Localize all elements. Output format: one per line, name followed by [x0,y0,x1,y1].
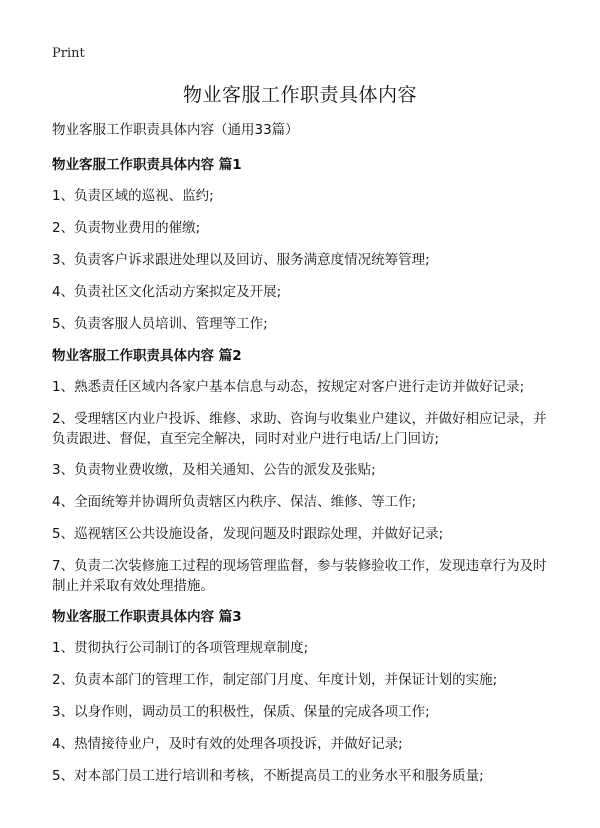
list-item: 5、负责客服人员培训、管理等工作; [52,316,268,332]
list-item: 2、负责物业费用的催缴; [52,220,201,236]
list-item: 5、对本部门员工进行培训和考核，不断提高员工的业务水平和服务质量; [52,768,484,784]
list-item: 4、热情接待业户，及时有效的处理各项投诉，并做好记录; [52,736,403,752]
section-heading: 物业客服工作职责具体内容 篇3 [52,609,242,625]
list-item: 1、负责区域的巡视、监约; [52,188,214,204]
section-3 [52,607,554,786]
list-item: 3、负责客户诉求跟进处理以及回访、服务满意度情况统筹管理; [52,252,430,268]
list-item: 5、巡视辖区公共设施设备，发现问题及时跟踪处理，并做好记录; [52,526,444,542]
print-label: Print [52,46,85,61]
document-title: 物业客服工作职责具体内容 [182,84,417,106]
section-2 [52,346,554,596]
list-item: 2、负责本部门的管理工作，制定部门月度、年度计划，并保证计划的实施; [52,672,498,688]
list-item: 4、负责社区文化活动方案拟定及开展; [52,284,282,300]
document-body [52,120,554,798]
section-heading: 物业客服工作职责具体内容 篇1 [52,157,242,173]
list-item: 7、负责二次装修施工过程的现场管理监督，参与装修验收工作，发现违章行为及时制止并采取有效处理措施。 [52,558,547,594]
list-item: 1、熟悉责任区域内各家户基本信息与动态，按规定对客户进行走访并做好记录; [52,379,525,395]
section-1 [52,155,554,334]
list-item: 1、贯彻执行公司制订的各项管理规章制度; [52,640,309,656]
document-subtitle: 物业客服工作职责具体内容（通用33篇） [52,122,299,138]
list-item: 3、负责物业费收缴，及相关通知、公告的派发及张贴; [52,462,376,478]
list-item: 2、受理辖区内业户投诉、维修、求助、咨询与收集业户建议，并做好相应记录，并负责跟进、督促，直至完全解决，同时对业户进行电话/上门回访; [52,411,547,447]
list-item: 3、以身作则，调动员工的积极性，保质、保量的完成各项工作; [52,704,430,720]
list-item: 4、全面统筹并协调所负责辖区内秩序、保洁、维修、等工作; [52,494,417,510]
section-heading: 物业客服工作职责具体内容 篇2 [52,348,242,364]
